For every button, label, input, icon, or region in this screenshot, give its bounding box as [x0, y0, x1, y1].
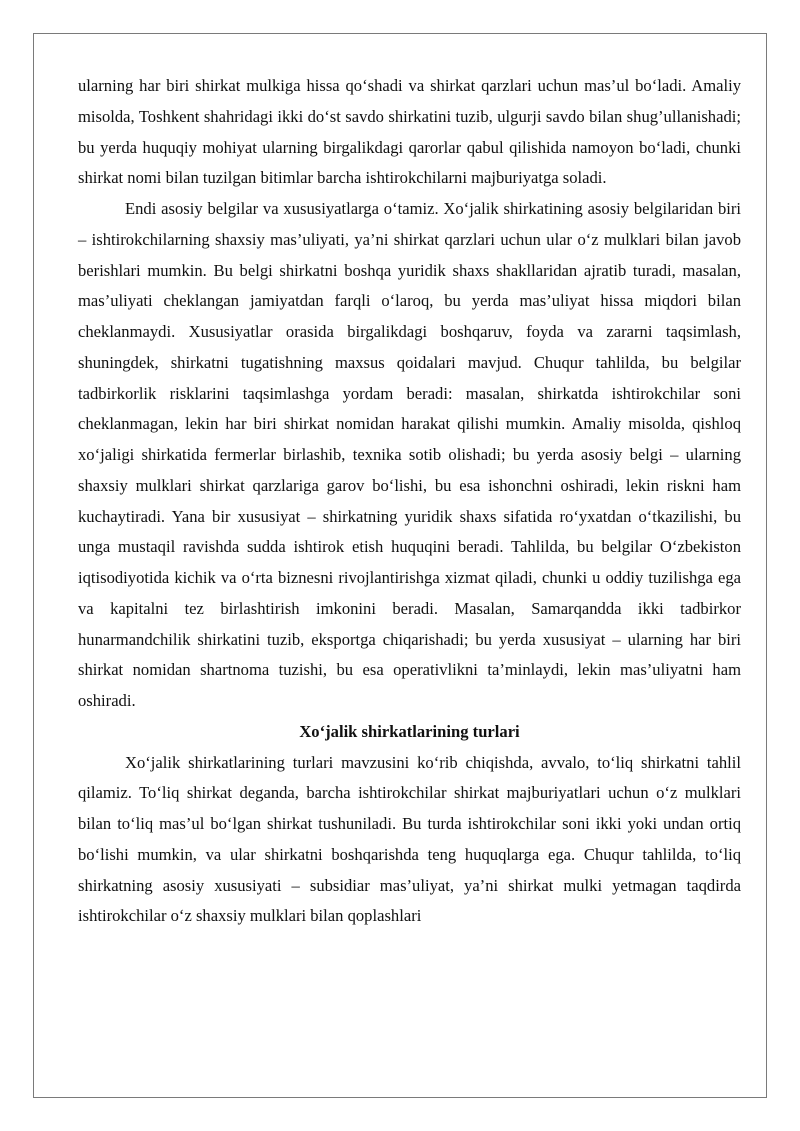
paragraph-continuation: ularning har biri shirkat mulkiga hissa qo‘shadi va shirkat qarzlari uchun mas’ul bo‘ladi. Amaliy misolda, Toshkent shahridagi ikki do‘st savdo shirkatini tuzib, ulgurji savdo bilan shug’ullanishadi; bu yerda huquqiy mohiyat ularning birgalikdagi qarorlar qabul qilishida namoyon bo‘ladi, chunki shirkat nomi bilan tuzilgan bitimlar barcha ishtirokchilarni majburiyatga soladi. [78, 76, 741, 188]
document-body [78, 71, 741, 932]
paragraph-features: Endi asosiy belgilar va xususiyatlarga o‘tamiz. Xo‘jalik shirkatining asosiy belgilaridan biri – ishtirokchilarning shaxsiy mas’uliyati, ya’ni shirkat qarzlari uchun ular o‘z mulklari bilan javob berishlari mumkin. Bu belgi shirkatni boshqa yuridik shaxs shakllaridan ajratib turadi, masalan, mas’uliyati cheklangan jamiyatdan farqli o‘laroq, bu yerda mas’uliyat hissa miqdori bilan cheklanmaydi. Xususiyatlar orasida birgalikdagi boshqaruv, foyda va zararni taqsimlash, shuningdek, shirkatni tugatishning maxsus qoidalari mavjud. Chuqur tahlilda, bu belgilar tadbirkorlik risklarini taqsimlashga yordam beradi: masalan, shirkatda ishtirokchilar soni cheklanmagan, lekin har biri shirkat nomidan harakat qilishi mumkin. Amaliy misolda, qishloq xo‘jaligi shirkatida fermerlar birlashib, texnika sotib olishadi; bu yerda asosiy belgi – ularning shaxsiy mulklari shirkat qarzlariga garov bo‘lishi, bu esa ishonchni oshiradi, lekin riskni ham kuchaytiradi. Yana bir xususiyat – shirkatning yuridik shaxs sifatida ro‘yxatdan o‘tkazilishi, bu unga mustaqil ravishda sudda ishtirok etish huquqini beradi. Tahlilda, bu belgilar O‘zbekiston iqtisodiyotida kichik va o‘rta biznesni rivojlantirishga xizmat qiladi, chunki u oddiy tuzilishga ega va kapitalni tez birlashtirish imkonini beradi. Masalan, Samarqandda ikki tadbirkor hunarmandchilik shirkatini tuzib, eksportga chiqarishadi; bu yerda xususiyat – ularning har biri shirkat nomidan shartnoma tuzishi, bu esa operativlikni ta’minlaydi, lekin mas’uliyatni ham oshiradi. [78, 199, 741, 710]
paragraph-types: Xo‘jalik shirkatlarining turlari mavzusini ko‘rib chiqishda, avvalo, to‘liq shirkatni tahlil qilamiz. To‘liq shirkat deganda, barcha ishtirokchilar shirkat majburiyatlari uchun o‘z mulklari bilan to‘liq mas’ul bo‘lgan shirkat tushuniladi. Bu turda ishtirokchilar soni ikki yoki undan ortiq bo‘lishi mumkin, va ular shirkatni boshqarishda teng huquqlarga ega. Chuqur tahlilda, to‘liq shirkatning asosiy xususiyati – subsidiar mas’uliyat, ya’ni shirkat mulki yetmagan taqdirda ishtirokchilar o‘z shaxsiy mulklari bilan qoplashlari [78, 752, 741, 926]
section-heading: Xo‘jalik shirkatlarining turlari [299, 721, 520, 741]
